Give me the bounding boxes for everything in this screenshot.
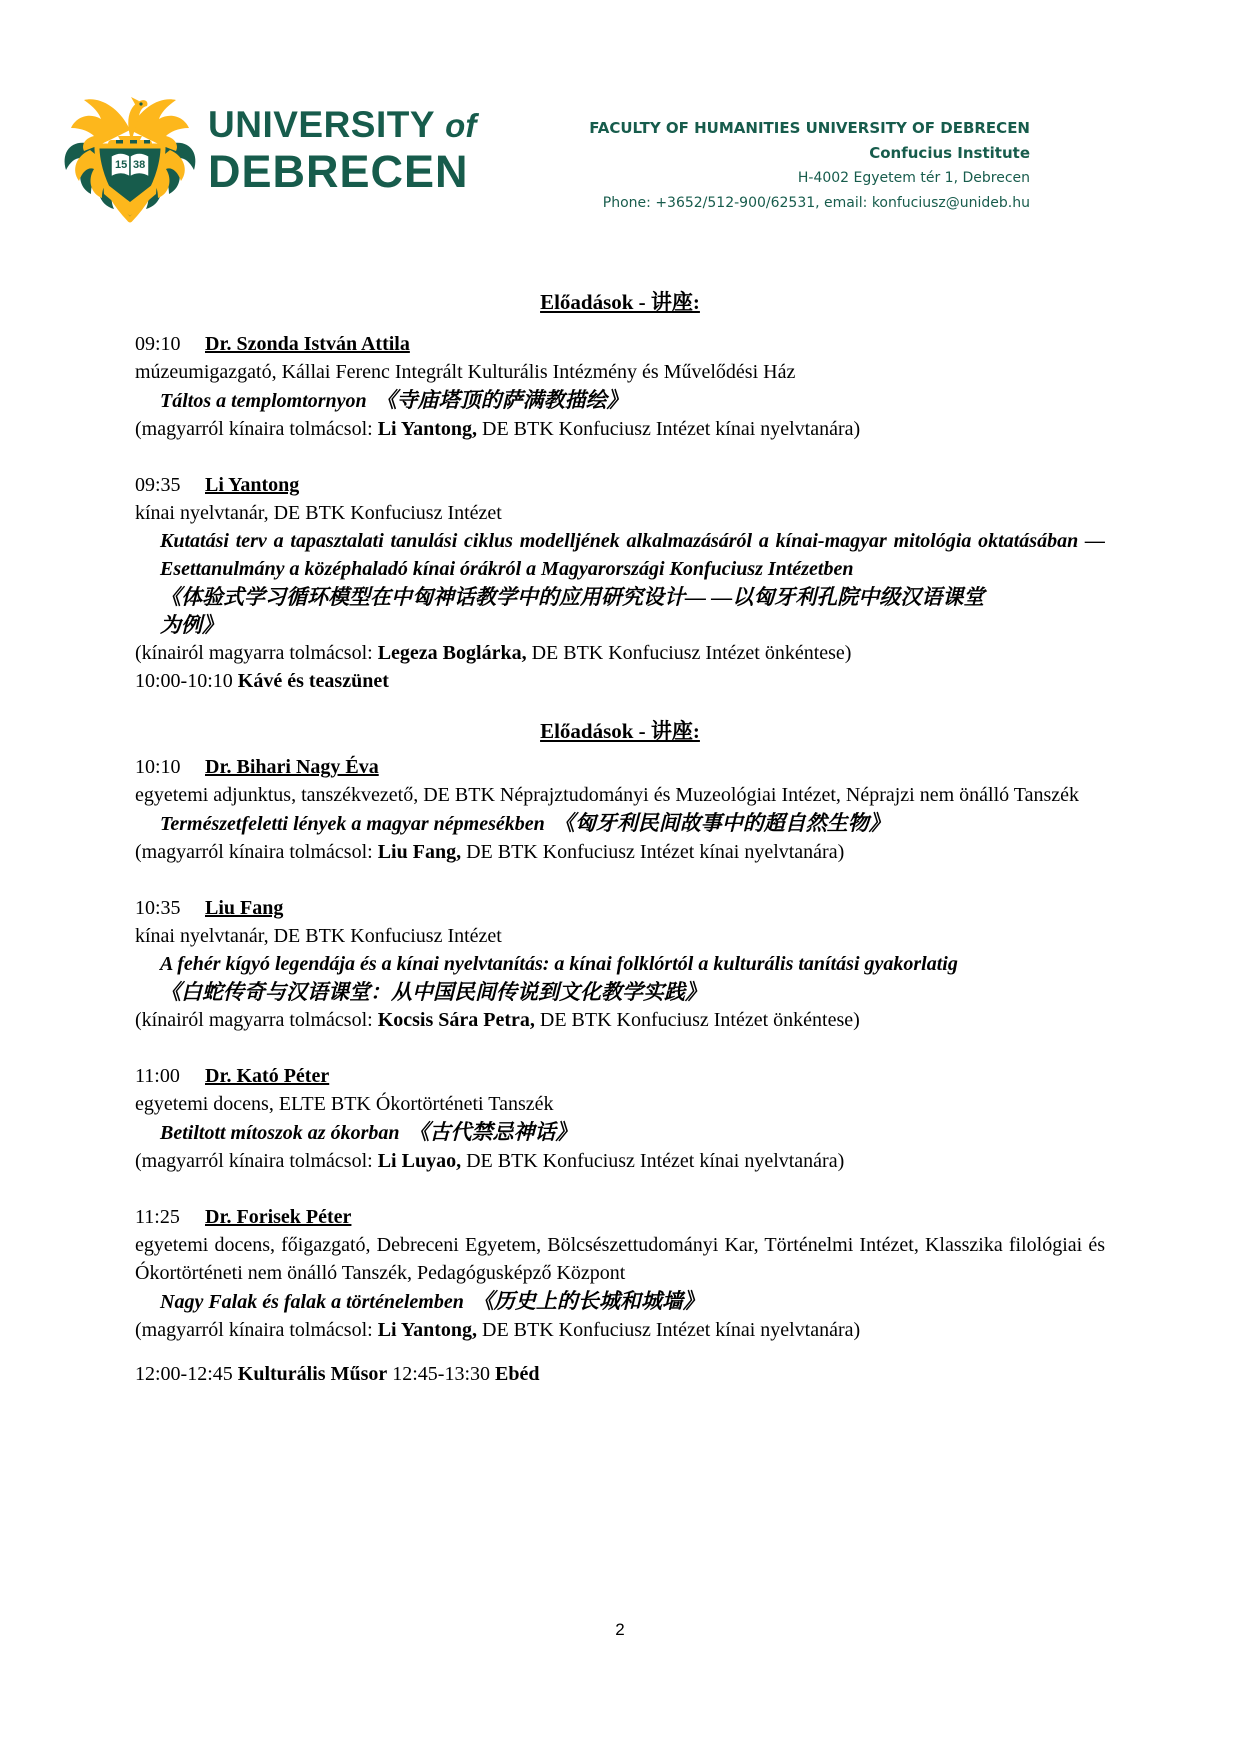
- speaker-name: Dr. Bihari Nagy Éva: [205, 756, 379, 778]
- talk-title-hu: Kutatási terv a tapasztalati tanulási ciklus modelljének alkalmazásáról a kínai-magyar mitológia oktatásában —Esettanulmány a középhaladó kínai órákról a Magyarországi Konfuciusz Intézetben: [160, 530, 1105, 580]
- talk-title-zh: 《古代禁忌神话》: [408, 1120, 577, 1144]
- header-contact-block: [589, 116, 1030, 216]
- program-content: [135, 288, 1105, 1388]
- speaker-name: Dr. Kató Péter: [205, 1065, 330, 1087]
- entry-time: 10:10: [135, 756, 181, 778]
- talk-title-hu: Táltos a templomtornyon: [160, 390, 367, 412]
- speaker-name: Dr. Forisek Péter: [205, 1206, 352, 1228]
- entry-header: [135, 1062, 1105, 1090]
- page-number: 2: [615, 1620, 625, 1639]
- speaker-affiliation: kínai nyelvtanár, DE BTK Konfuciusz Intézet: [135, 502, 502, 524]
- faculty-line: FACULTY OF HUMANITIES UNIVERSITY OF DEBRECEN: [589, 119, 1030, 137]
- talk-title: [160, 386, 1105, 415]
- wordmark-of: of: [445, 107, 477, 144]
- interpreter-line: (magyarról kínaira tolmácsol: Liu Fang, DE BTK Konfuciusz Intézet kínai nyelvtanára): [135, 841, 845, 863]
- speaker-name: Liu Fang: [205, 897, 284, 919]
- address-line: H-4002 Egyetem tér 1, Debrecen: [797, 170, 1030, 186]
- talk-title-zh: 为例》: [160, 613, 223, 637]
- talk-title: [160, 809, 1105, 838]
- talk-title-hu: Betiltott mítoszok az ókorban: [160, 1122, 400, 1144]
- entry-header: [135, 471, 1105, 499]
- talk-title-zh: 《体验式学习循环模型在中匈神话教学中的应用研究设计— —以匈牙利孔院中级汉语课堂: [160, 585, 985, 609]
- interpreter-name: Kocsis Sára Petra,: [377, 1009, 535, 1031]
- talk-title-zh: 《白蛇传奇与汉语课堂：从中国民间传说到文化教学实践》: [160, 980, 706, 1004]
- entry-time: 11:00: [135, 1065, 180, 1087]
- talk-title: [160, 1118, 1105, 1147]
- crest-year-left: 15: [115, 159, 128, 171]
- speaker-affiliation: egyetemi docens, főigazgató, Debreceni Egyetem, Bölcsészettudományi Kar, Történelmi Intézet, Klasszika filológiai és Ókortörténeti nem önálló Tanszék, Pedagógusképző Központ: [135, 1234, 1105, 1284]
- speaker-name: Dr. Szonda István Attila: [205, 333, 410, 355]
- section-title: Előadások - 讲座:: [540, 719, 700, 743]
- talk-title-hu: Nagy Falak és falak a történelemben: [160, 1291, 464, 1313]
- program-entry: [135, 471, 1105, 695]
- speaker-affiliation: egyetemi docens, ELTE BTK Ókortörténeti Tanszék: [135, 1093, 554, 1115]
- talk-title-hu: A fehér kígyó legendája és a kínai nyelvtanítás: a kínai folklórtól a kulturális tanítási gyakorlatig: [160, 953, 958, 975]
- entry-time: 09:35: [135, 474, 181, 496]
- program-entry: [135, 1203, 1105, 1344]
- entry-time: 10:35: [135, 897, 181, 919]
- entry-header: [135, 894, 1105, 922]
- coffee-break-line: 10:00-10:10 Kávé és teaszünet: [135, 670, 389, 692]
- wordmark-university: UNIVERSITY: [208, 104, 435, 145]
- interpreter-name: Li Yantong,: [377, 1319, 477, 1341]
- section-title: Előadások - 讲座:: [540, 290, 700, 314]
- program-entry: [135, 753, 1105, 866]
- institute-line: Confucius Institute: [869, 144, 1030, 162]
- interpreter-line: (kínairól magyarra tolmácsol: Kocsis Sára Petra, DE BTK Konfuciusz Intézet önkéntese): [135, 1009, 860, 1031]
- entry-header: [135, 1203, 1105, 1231]
- interpreter-line: (kínairól magyarra tolmácsol: Legeza Boglárka, DE BTK Konfuciusz Intézet önkéntese): [135, 642, 852, 664]
- talk-title-zh: 《匈牙利民间故事中的超自然生物》: [553, 811, 890, 835]
- entry-header: [135, 330, 1105, 358]
- university-wordmark: [208, 104, 477, 197]
- interpreter-name: Li Yantong,: [377, 418, 477, 440]
- speaker-affiliation: kínai nyelvtanár, DE BTK Konfuciusz Intézet: [135, 925, 502, 947]
- interpreter-line: (magyarról kínaira tolmácsol: Li Luyao, DE BTK Konfuciusz Intézet kínai nyelvtanára): [135, 1150, 845, 1172]
- crest-icon: [56, 84, 204, 234]
- talk-title-zh: 《历史上的长城和城墙》: [472, 1289, 704, 1313]
- university-crest-logo: [56, 84, 204, 234]
- interpreter-name: Liu Fang,: [377, 841, 462, 863]
- entry-time: 11:25: [135, 1206, 180, 1228]
- interpreter-line: (magyarról kínaira tolmácsol: Li Yantong, DE BTK Konfuciusz Intézet kínai nyelvtanára): [135, 1319, 861, 1341]
- interpreter-line: (magyarról kínaira tolmácsol: Li Yantong, DE BTK Konfuciusz Intézet kínai nyelvtanára): [135, 418, 861, 440]
- interpreter-name: Li Luyao,: [377, 1150, 462, 1172]
- wordmark-debrecen: DEBRECEN: [208, 146, 469, 197]
- phone-email-line: Phone: +3652/512-900/62531, email: konfuciusz@unideb.hu: [602, 195, 1030, 211]
- speaker-affiliation: múzeumigazgató, Kállai Ferenc Integrált Kulturális Intézmény és Művelődési Ház: [135, 361, 796, 383]
- talk-title-hu: Természetfeletti lények a magyar népmesékben: [160, 813, 545, 835]
- entry-time: 09:10: [135, 333, 181, 355]
- closing-schedule-line: 12:00-12:45 Kulturális Műsor 12:45-13:30 Ebéd: [135, 1363, 540, 1385]
- wordmark-line1: [208, 106, 476, 143]
- crest-year-right: 38: [133, 159, 146, 171]
- program-entry: [135, 330, 1105, 443]
- speaker-affiliation: egyetemi adjunktus, tanszékvezető, DE BTK Néprajztudományi és Muzeológiai Intézet, Néprajzi nem önálló Tanszék: [135, 784, 1080, 806]
- book-icon: [111, 153, 149, 177]
- program-entry: [135, 1062, 1105, 1175]
- entry-header: [135, 753, 1105, 781]
- talk-title: [160, 1287, 1105, 1316]
- talk-title-zh: 《寺庙塔顶的萨满教描绘》: [375, 388, 628, 412]
- speaker-name: Li Yantong: [205, 474, 300, 496]
- interpreter-name: Legeza Boglárka,: [377, 642, 527, 664]
- program-entry: [135, 894, 1105, 1034]
